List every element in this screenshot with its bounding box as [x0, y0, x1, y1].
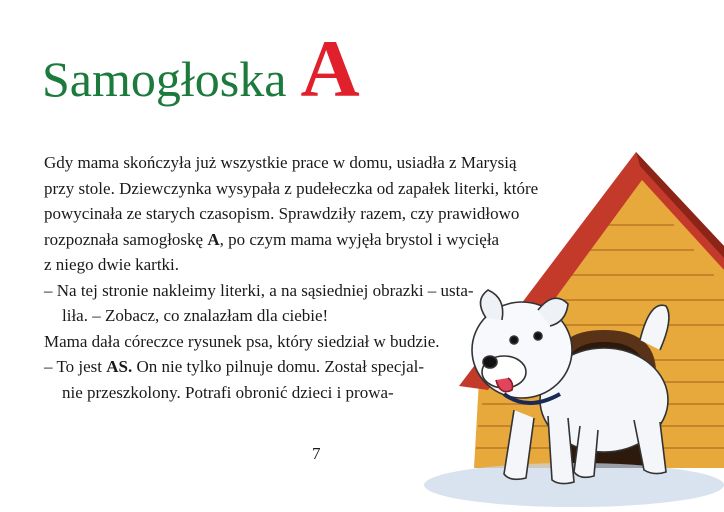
text-span: rozpoznała samogłoskę — [44, 229, 208, 249]
text-span: nie przeszkolony. Potrafi obronić dzieci i prowa- — [62, 382, 394, 402]
bold-letter: A — [207, 229, 220, 249]
text-span: On nie tylko pilnuje domu. Został specjal- — [132, 357, 425, 376]
text-span: powycinała ze starych czasopism. Sprawdziły razem, czy prawidłowo — [44, 204, 520, 223]
text-span: Gdy mama skończyła już wszystkie prace w domu, usiadła z Marysią — [44, 153, 517, 172]
text-span: liła. – Zobacz, co znalazłam dla ciebie! — [62, 306, 329, 325]
page-title — [42, 23, 360, 114]
title-letter: A — [300, 23, 360, 114]
text-span: z niego dwie kartki. — [44, 255, 180, 274]
page-number: 7 — [312, 444, 321, 463]
dog-name: AS. — [106, 357, 133, 376]
text-span: – To jest — [44, 357, 107, 376]
text-span: – Na tej stronie nakleimy literki, a na sąsiedniej obrazki – usta- — [44, 280, 474, 300]
title-word: Samogłoska — [42, 51, 287, 107]
text-span: Mama dała córeczce rysunek psa, który siedział w budzie. — [44, 331, 440, 351]
text-span: przy stole. Dziewczynka wysypała z pudełeczka od zapałek literki, które — [44, 178, 539, 198]
dog-kennel-illustration — [404, 150, 724, 512]
text-span: , po czym mama wyjęła brystol i wycięła — [219, 229, 500, 249]
